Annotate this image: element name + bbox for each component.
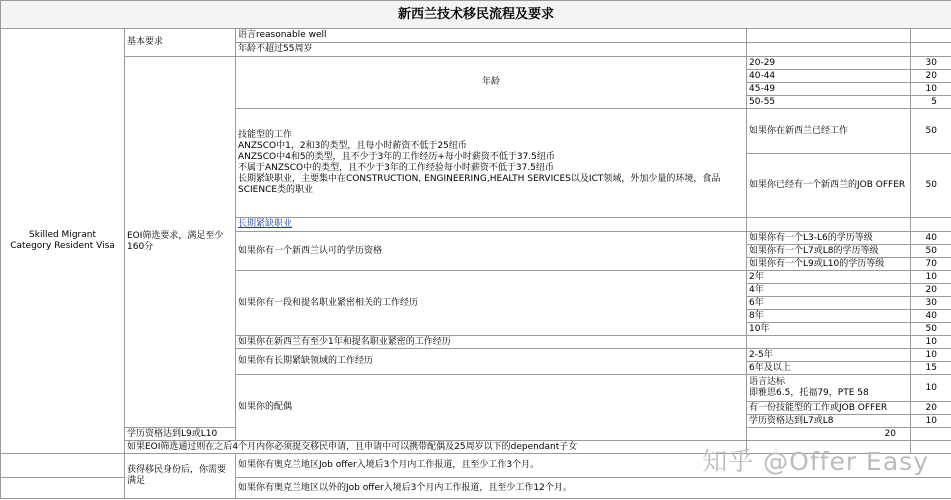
shortage-occupation-link[interactable]: 长期紧缺职业 [238,219,293,229]
watermark: 知乎 @Offer Easy [702,447,929,476]
shortage-experience-label: 如果你有长期紧缺领域的工作经历 [236,349,747,375]
work-experience-label: 如果你有一段和提名职业紧密相关的工作经历 [236,271,747,336]
age-label: 年龄 [236,57,747,109]
points-cell: 10 [911,336,951,349]
points-cell: 10 [911,349,951,362]
points-cell: 10 [911,83,951,96]
skilled-job-line: ANZSCO中1，2和3的类型，且每小时薪资不低于25纽币 [238,141,467,151]
points-cell: 20 [747,428,911,441]
points-cell: 50 [911,323,951,336]
points-cell: 10 [911,271,951,284]
points-cell: 10 [911,375,951,402]
empty-cell [911,218,951,232]
points-cell: 30 [911,297,951,310]
after-eoi-note: 如果EOI筛选通过则在之后4个月内你必须提交移民申请，且申请中可以携带配偶及25周岁以下的dependant子女 [125,441,747,454]
empty-cell [747,218,911,232]
condition-cell: 6年 [747,297,911,310]
condition-cell: 如果你有一个L3-L6的学历等级 [747,232,911,245]
eoi-label: EOI筛选要求，满足至少160分 [125,57,236,428]
nz-experience-label: 如果你在新西兰有至少1年和提名职业紧密的工作经历 [236,336,747,349]
condition-cell: 2-5年 [747,349,911,362]
post-visa-item: 如果你有奥克兰地区以外的Job offer入境后3个月内工作报道，且至少工作12个月。 [236,478,951,499]
page-title: 新西兰技术移民流程及要求 [1,1,951,29]
points-cell: 50 [911,109,951,154]
partner-label: 如果你的配偶 [236,375,747,441]
skilled-job-line: 长期紧缺职业，主要集中在CONSTRUCTION, ENGINEERING,HEALTH SERVICES以及ICT领域，外加少量的环境，食品SCIENCE类的职业 [238,174,721,195]
points-cell: 15 [911,362,951,375]
condition-cell: 如果你有一个L7或L8的学历等级 [747,245,911,258]
skilled-job-line: ANZSCO中4和5的类型，且不少于3年的工作经历+每小时薪资不低于37.5纽币 [238,152,555,162]
condition-cell: 有一份技能型的工作或JOB OFFER [747,402,911,415]
basic-item: 年龄不超过55周岁 [236,43,747,57]
empty-cell [1,454,125,478]
condition-cell: 2年 [747,271,911,284]
visa-name: Skilled Migrant Category Resident Visa [1,29,125,454]
points-cell: 10 [911,415,951,428]
points-cell: 70 [911,258,951,271]
condition-cell: 40-44 [747,70,911,83]
empty-cell [747,336,911,349]
empty-cell [911,43,951,57]
points-cell: 40 [911,232,951,245]
post-visa-label: 获得移民身份后，你需要满足 [125,454,236,499]
condition-cell: 6年及以上 [747,362,911,375]
basic-label: 基本要求 [125,29,236,57]
post-visa-item: 如果你有奥克兰地区Job offer入境后3个月内工作报道，且至少工作3个月。 [236,454,951,478]
points-cell: 30 [911,57,951,70]
condition-cell: 50-55 [747,96,911,109]
condition-cell: 20-29 [747,57,911,70]
points-cell: 20 [911,402,951,415]
empty-cell [1,478,125,499]
condition-cell: 10年 [747,323,911,336]
condition-cell: 45-49 [747,83,911,96]
shortage-link-cell [236,218,747,232]
condition-cell: 学历资格达到L9或L10 [125,428,236,441]
points-cell: 40 [911,310,951,323]
skilled-job-line: 不属于ANZSCO中的类型，且不少于3年的工作经验每小时薪资不低于37.5纽币 [238,163,554,173]
condition-cell: 如果你有一个L9或L10的学历等级 [747,258,911,271]
points-cell: 50 [911,154,951,218]
points-cell: 20 [911,284,951,297]
qualification-label: 如果你有一个新西兰认可的学历资格 [236,232,747,271]
empty-cell [747,43,911,57]
empty-cell [911,29,951,43]
points-cell: 50 [911,245,951,258]
condition-cell: 语言达标 即雅思6.5，托福79，PTE 58 [747,375,911,402]
condition-cell: 4年 [747,284,911,297]
condition-cell: 学历资格达到L7或L8 [747,415,911,428]
condition-cell: 如果你在新西兰已经工作 [747,109,911,154]
empty-cell [747,29,911,43]
skilled-job-line: 技能型的工作 [238,130,293,140]
points-cell: 5 [911,96,951,109]
condition-cell: 8年 [747,310,911,323]
basic-item: 语言reasonable well [236,29,747,43]
skilled-job-cell [236,109,747,218]
points-cell: 20 [911,70,951,83]
condition-cell: 如果你已经有一个新西兰的JOB OFFER [747,154,911,218]
